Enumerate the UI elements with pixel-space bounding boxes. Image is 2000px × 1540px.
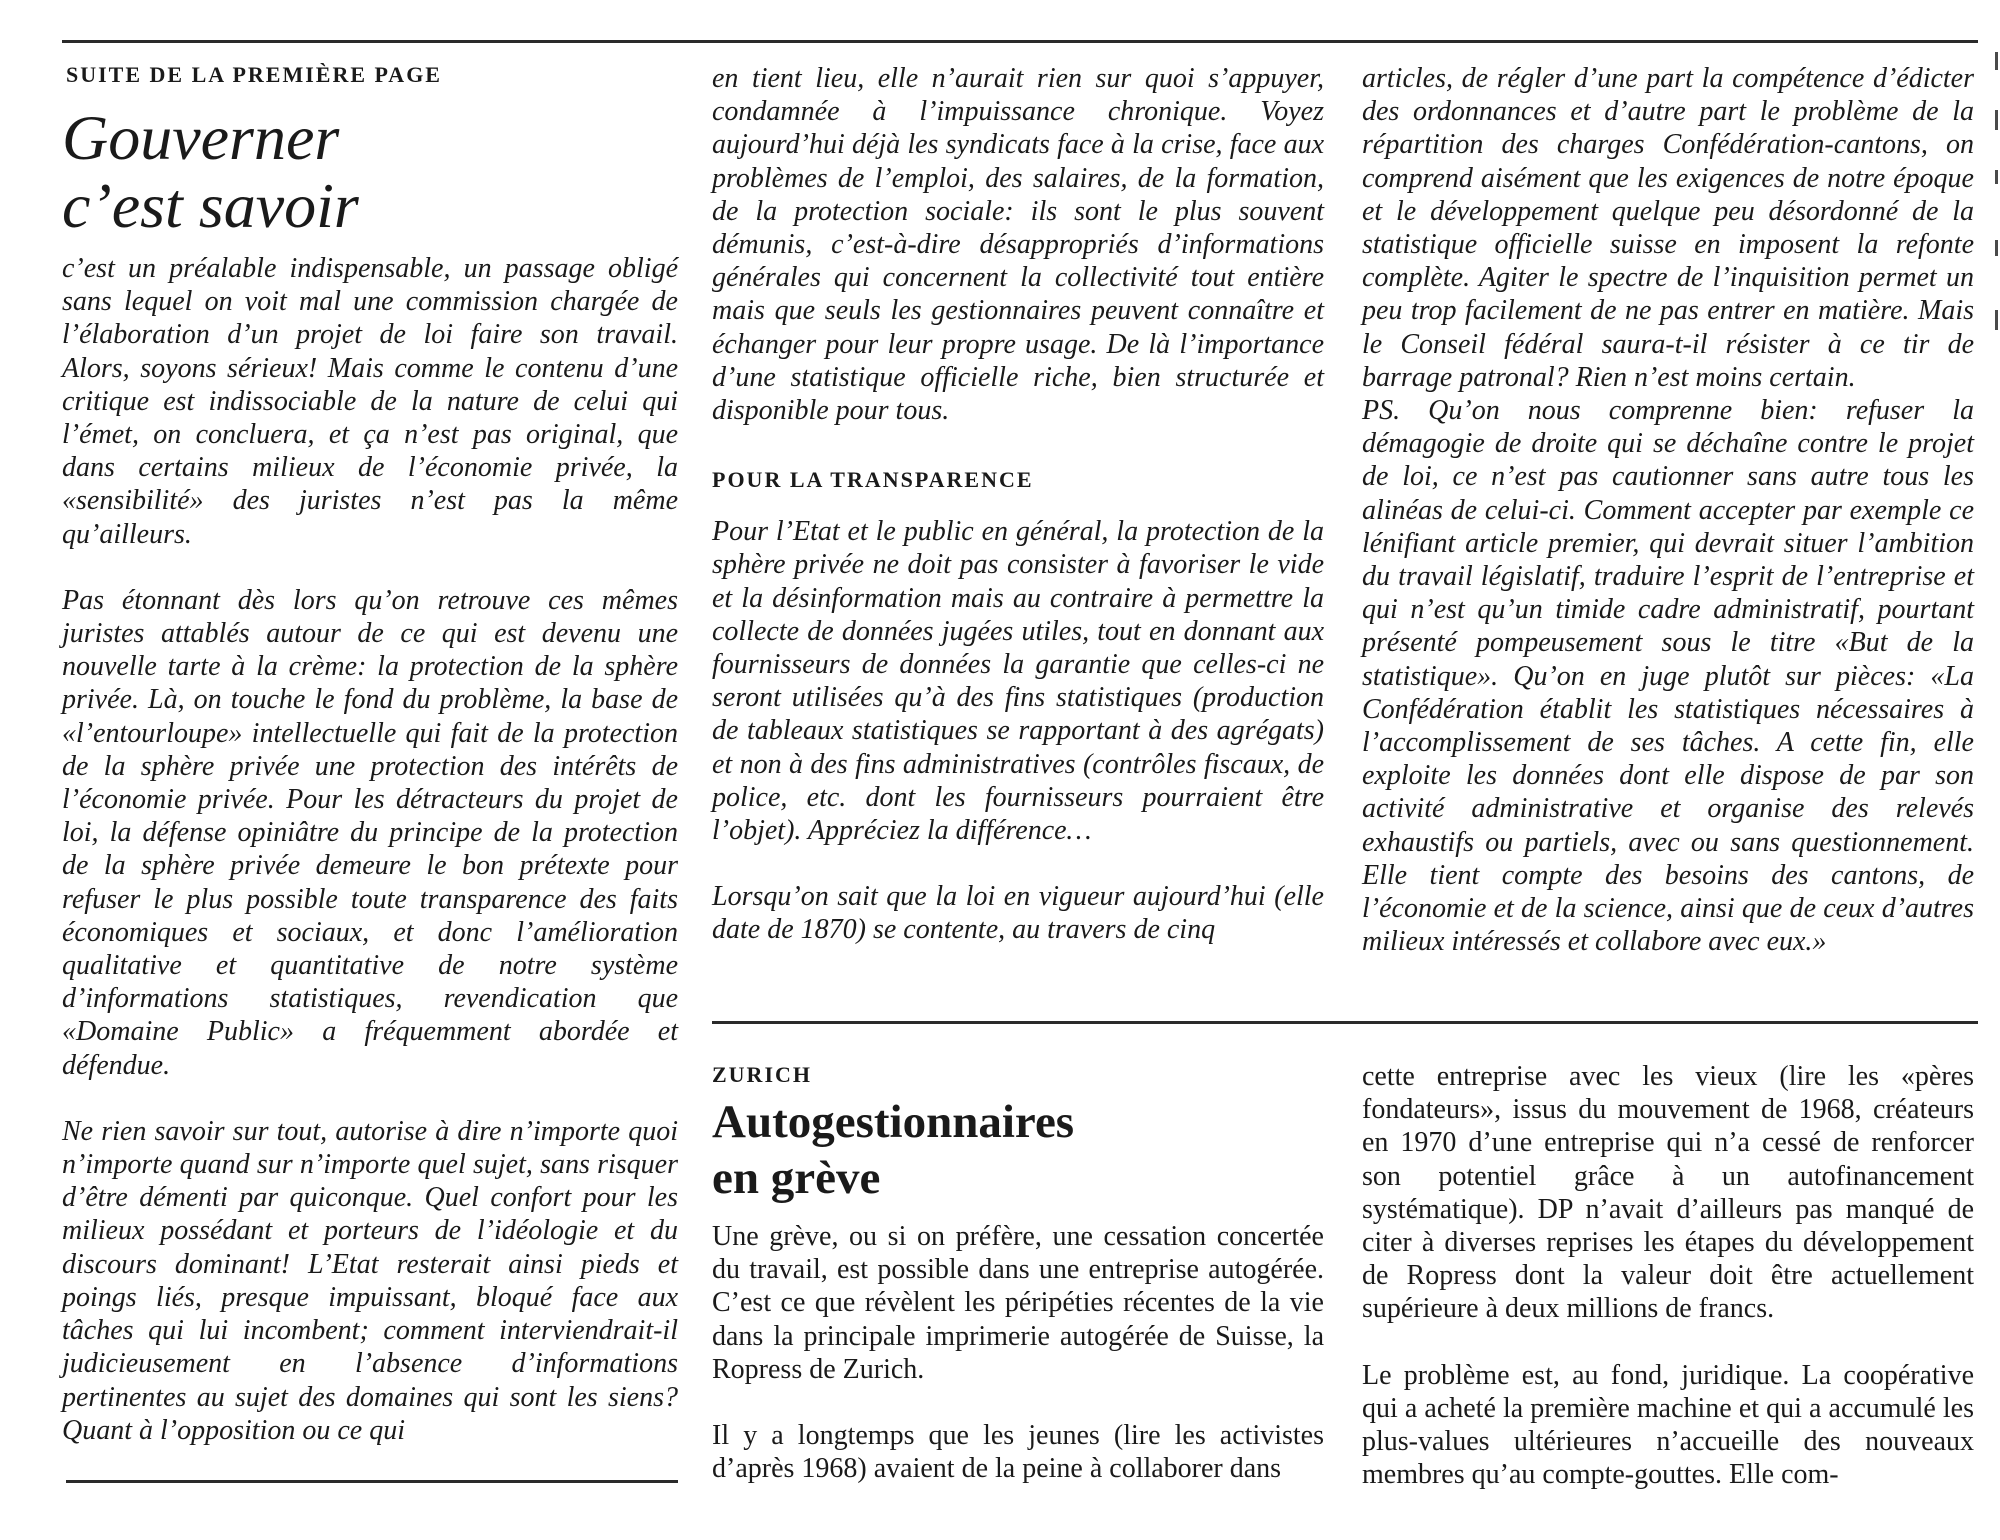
body-paragraph: Pour l’Etat et le public en général, la protection de la sphère privée ne doit pas consister à favoriser le vide et la désinformation mais au contraire à permettre la collecte de données jugées utiles, tout en donnant aux fournisseurs de données la garantie que celles-ci ne seront utilisées qu’à des fins statistiques (production de tableaux statistiques se rapportant à des agrégats) et non à des fins administratives (contrôles fiscaux, de police, etc. dont les fournisseurs pourraient être l’objet). Appréciez la différence…: [712, 516, 1324, 847]
section-kicker: ZURICH: [712, 1062, 813, 1087]
article-title: [62, 104, 678, 240]
article-1-column-3: [1362, 62, 1974, 958]
body-paragraph: Une grève, ou si on préfère, une cessation concertée du travail, est possible dans une entreprise autogérée. C’est ce que révèlent les péripéties récentes de la vie dans la principale imprimerie autogérée de Suisse, la Ropress de Zurich.: [712, 1221, 1324, 1385]
subheading: POUR LA TRANSPARENCE: [712, 467, 1034, 493]
body-paragraph: articles, de régler d’une part la compétence d’édicter des ordonnances et d’autre part le problème de la répartition des charges Confédération-cantons, on comprend aisément que les exigences de notre époque et le développement quelque peu désordonné de la statistique officielle suisse en imposent la refonte complète. Agiter le spectre de l’inquisition permet un peu trop facilement de ne pas entrer en matière. Mais le Conseil fédéral saura-t-il résister à ce tir de barrage patronal? Rien n’est moins certain.: [1362, 63, 1974, 393]
article-title-line-2: en grève: [712, 1152, 881, 1204]
body-paragraph: cette entreprise avec les vieux (lire les «pères fondateurs», issus du mouvement de 1968, créateurs en 1970 d’une entreprise qui n’a cessé de renforcer son potentiel grâce à un autofinancement systématique). DP n’avait d’ailleurs pas manqué de citer à diverses reprises les étapes du développement de Ropress dont la valeur doit être actuellement supérieure à deux millions de francs.: [1362, 1061, 1974, 1325]
postscript-paragraph: PS. Qu’on nous comprenne bien: refuser la démagogie de droite qui se déchaîne contre le projet de loi, ce n’est pas cautionner sans autre tous les alinéas de celui-ci. Comment accepter par exemple ce lénifiant article premier, qui devrait situer l’ambition du travail législatif, traduire l’esprit de l’entreprise et qui n’est qu’un timide cadre administratif, pourtant présenté pompeusement sous le titre «But de la statistique». Qu’on en juge plutôt sur pièces: «La Confédération établit les statistiques nécessaires à l’accomplissement de ses tâches. A cette fin, elle exploite les données dont elle dispose de par son activité administrative et organise des relevés exhaustifs ou partiels, avec ou sans questionnement. Elle tient compte des besoins des cantons, de l’économie et de la science, ainsi que de ceux d’autres milieux intéressés et collabore avec eux.»: [1362, 395, 1974, 958]
article-title-line-1: Gouverner: [62, 102, 340, 173]
body-paragraph: c’est un préalable indispensable, un passage obligé sans lequel on voit mal une commission chargée de l’élaboration d’un projet de loi faire son travail. Alors, soyons sérieux! Mais comme le contenu d’une critique est indissociable de la nature de celui qui l’émet, on concluera, et ça n’est pas original, que dans certains milieux de l’économie privée, la «sensibilité» des juristes n’est pas la même qu’ailleurs.: [62, 253, 678, 550]
article-1-column-2: [712, 62, 1324, 947]
article-title-line-2: c’est savoir: [62, 170, 359, 241]
page-edge-marks: [1992, 40, 2000, 380]
body-paragraph: Il y a longtemps que les jeunes (lire les activistes d’après 1968) avaient de la peine à collaborer dans: [712, 1420, 1324, 1485]
body-paragraph: Lorsqu’on sait que la loi en vigueur aujourd’hui (elle date de 1870) se contente, au travers de cinq: [712, 881, 1324, 946]
article-2-column-2: [1362, 1060, 1974, 1491]
column-end-rule: [66, 1480, 678, 1483]
article-2-column-1: [712, 1062, 1324, 1485]
body-paragraph: en tient lieu, elle n’aurait rien sur quoi s’appuyer, condamnée à l’impuissance chronique. Voyez aujourd’hui déjà les syndicats face à la crise, face aux problèmes de l’emploi, des salaires, de la formation, de la protection sociale: ils sont le plus souvent démunis, c’est-à-dire désappropriés d’informations générales qui concernent la collectivité tout entière mais que seuls les gestionnaires peuvent connaître et échanger pour leur propre usage. De là l’importance d’une statistique officielle riche, bien structurée et disponible pour tous.: [712, 63, 1324, 427]
top-rule: [62, 40, 1978, 43]
article-title: [712, 1094, 1324, 1206]
article-title-line-1: Autogestionnaires: [712, 1096, 1075, 1148]
section-kicker: SUITE DE LA PREMIÈRE PAGE: [66, 62, 442, 87]
body-paragraph: Ne rien savoir sur tout, autorise à dire n’importe quoi n’importe quand sur n’importe quel sujet, sans risquer d’être démenti par quiconque. Quel confort pour les milieux possédant et porteurs de l’idéologie et du discours dominant! L’Etat resterait ainsi pieds et poings liés, presque impuissant, bloqué face aux tâches qui lui incombent; comment interviendrait-il judicieusement en l’absence d’informations pertinentes au sujet des domaines qui sont les siens? Quant à l’opposition ou ce qui: [62, 1115, 678, 1446]
body-paragraph: Pas étonnant dès lors qu’on retrouve ces mêmes juristes attablés autour de ce qui est devenu une nouvelle tarte à la crème: la protection de la sphère privée. Là, on touche le fond du problème, la base de «l’entourloupe» intellectuelle qui fait de la protection de la sphère privée une protection des intérêts de l’économie privée. Pour les détracteurs du projet de loi, la défense opiniâtre du principe de la protection de la sphère privée demeure le bon prétexte pour refuser le plus possible toute transparence des faits économiques et sociaux, et donc l’amélioration qualitative et quantitative de notre système d’informations statistiques, revendication que «Domaine Public» a fréquemment abordée et défendue.: [62, 584, 678, 1081]
section-divider-rule: [712, 1021, 1978, 1024]
article-1-column-1: [62, 62, 678, 1447]
body-paragraph: Le problème est, au fond, juridique. La coopérative qui a acheté la première machine et qui a accumulé les plus-values ultérieures n’accueille des nouveaux membres qu’au compte-gouttes. Elle com-: [1362, 1359, 1974, 1491]
